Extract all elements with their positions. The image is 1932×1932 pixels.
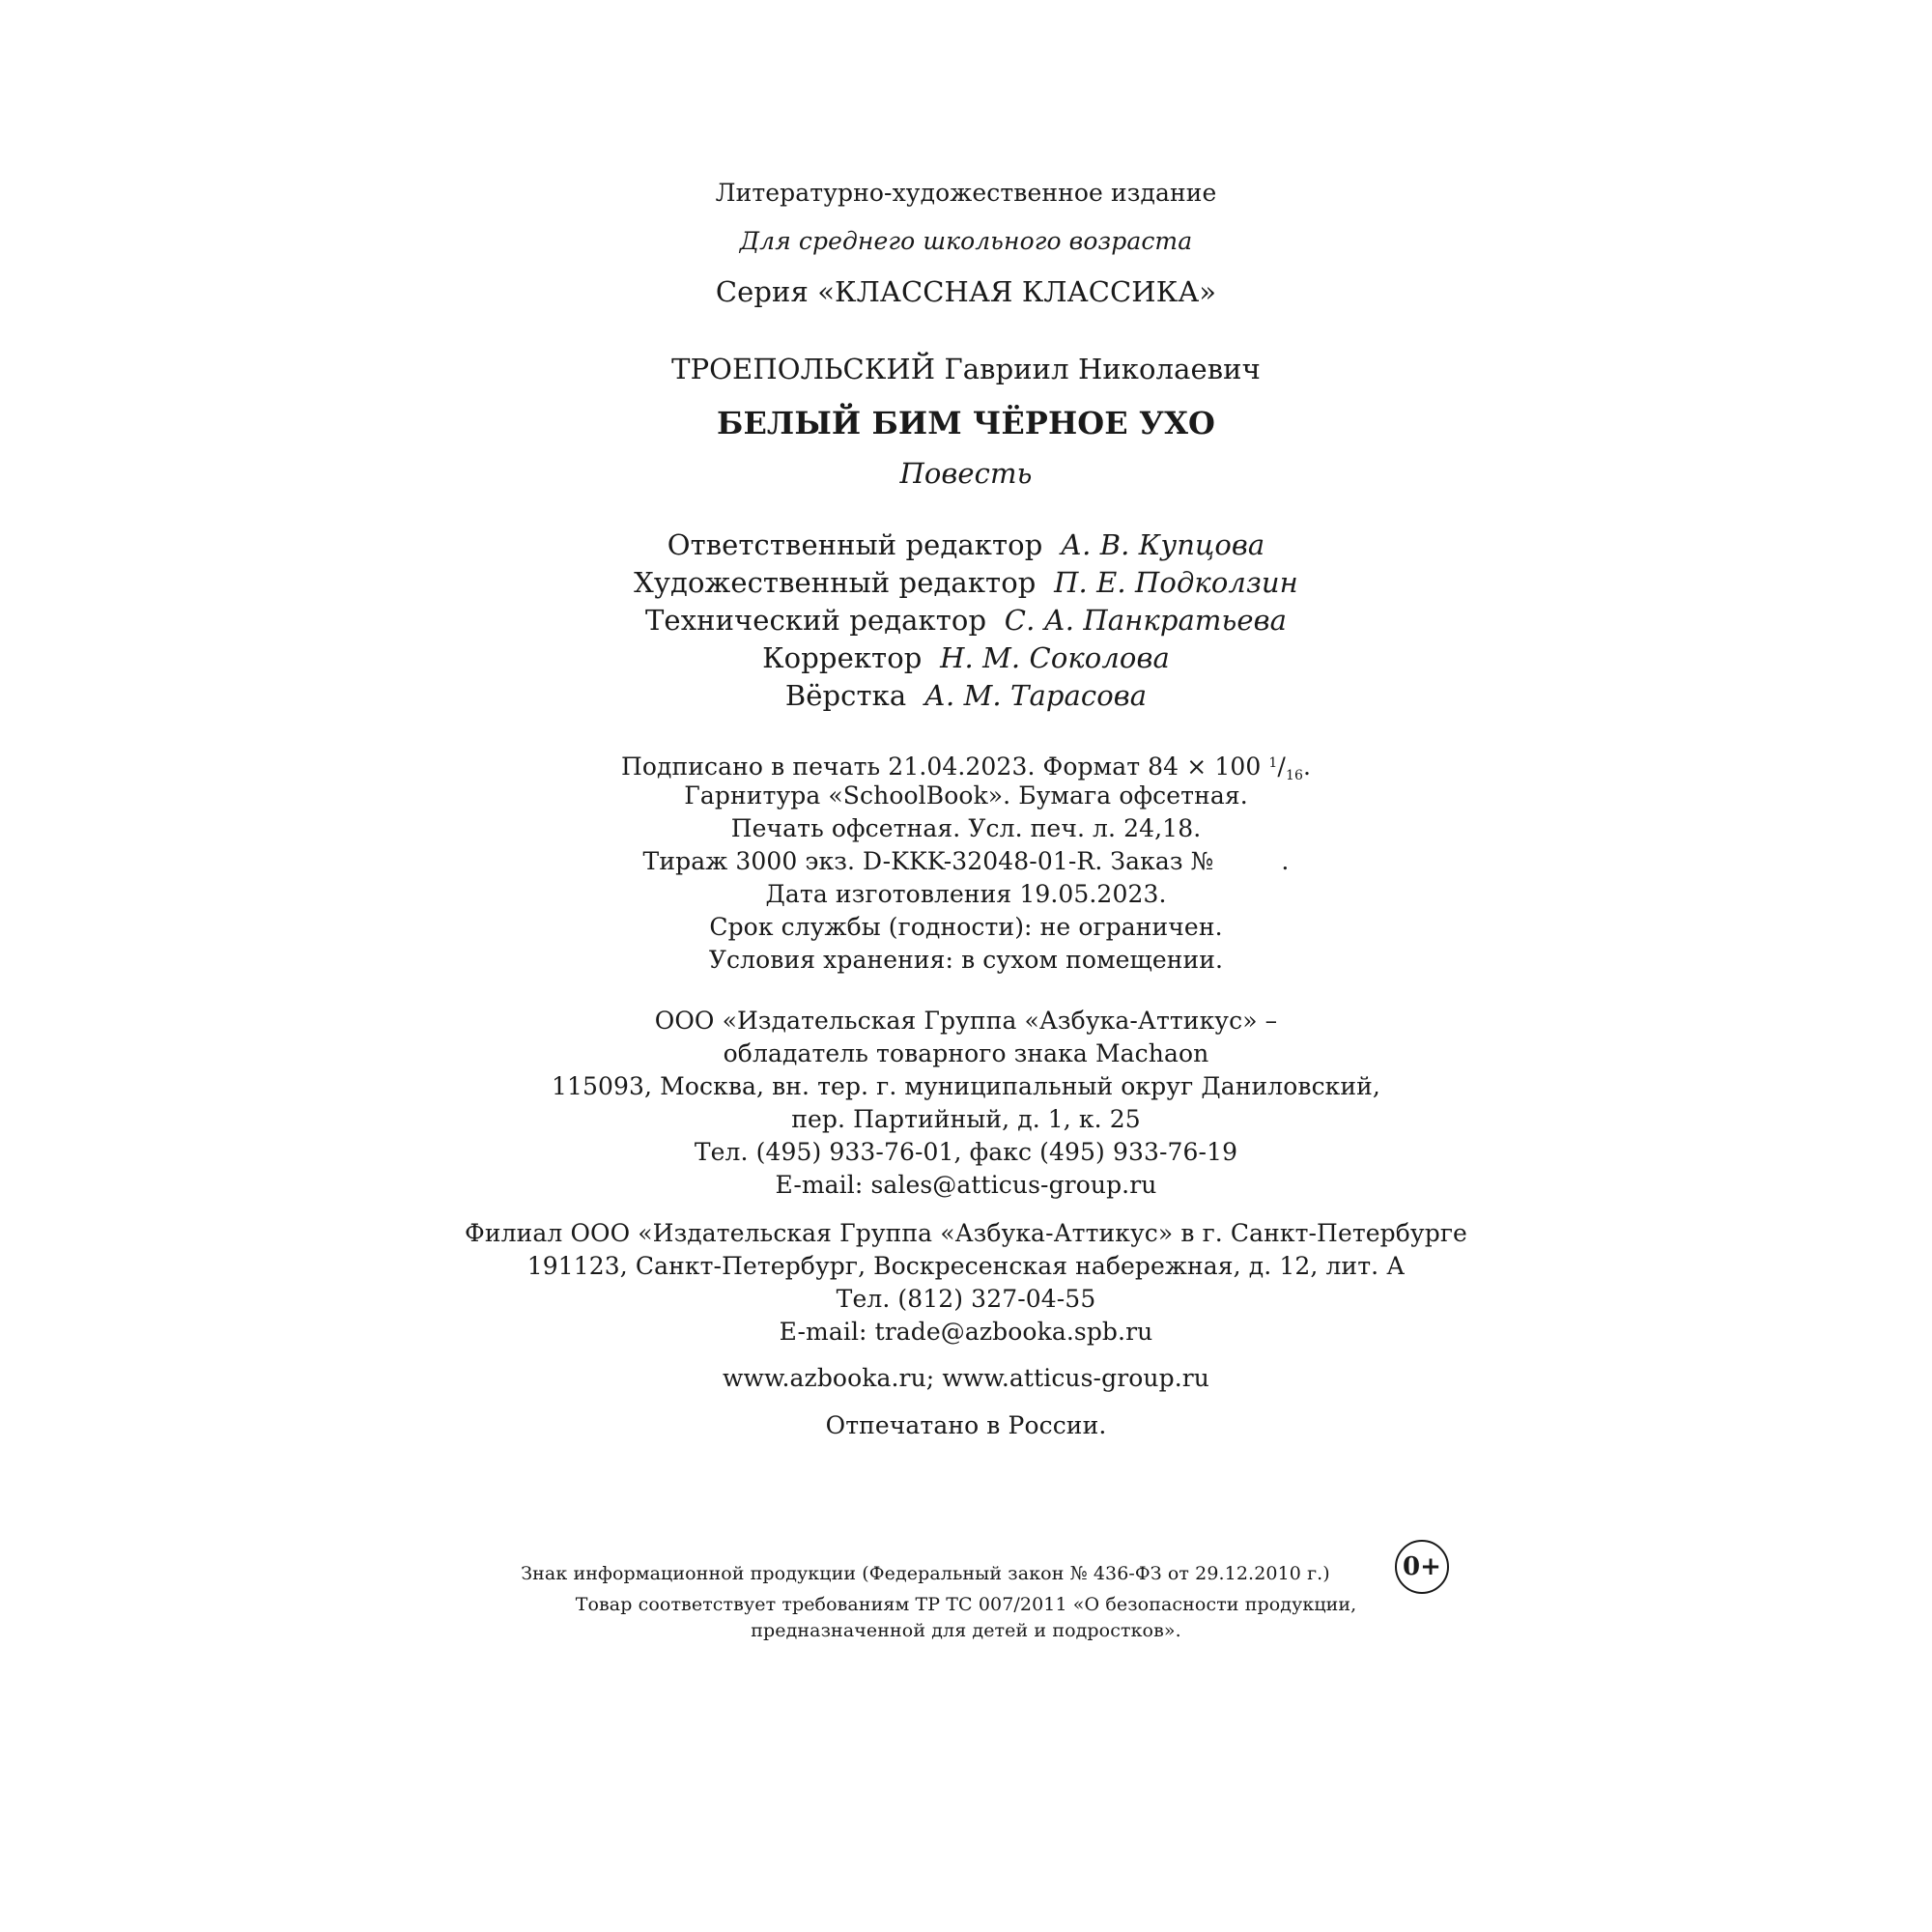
branch-line: Филиал ООО «Издательская Группа «Азбука-Аттикус» в г. Санкт-Петербурге: [465, 1219, 1467, 1247]
format-numerator: 1: [1268, 755, 1278, 771]
publisher-email: E-mail: sales@atticus-group.ru: [775, 1171, 1157, 1199]
credit-line: [0, 677, 1932, 714]
credit-role: Технический редактор: [644, 604, 987, 637]
credit-person: А. М. Тарасова: [923, 679, 1148, 712]
series-name: Серия «КЛАССНАЯ КЛАССИКА»: [715, 275, 1217, 308]
storage-conditions: Условия хранения: в сухом помещении.: [708, 946, 1224, 974]
credit-role: Корректор: [762, 641, 923, 674]
credit-role: Ответственный редактор: [667, 528, 1043, 561]
printed-in: Отпечатано в России.: [825, 1411, 1107, 1439]
credit-role: Художественный редактор: [634, 566, 1037, 599]
print-typeface: Гарнитура «SchoolBook». Бумага офсетная.: [684, 781, 1248, 810]
book-title: БЕЛЫЙ БИМ ЧЁРНОЕ УХО: [717, 405, 1215, 441]
genre: Повесть: [899, 457, 1033, 490]
edition-type: Литературно-художественное издание: [715, 179, 1217, 207]
credit-person: П. Е. Подколзин: [1054, 566, 1298, 599]
print-signed-text: Подписано в печать 21.04.2023. Формат 84 × 100: [620, 753, 1262, 781]
credit-role: Вёрстка: [784, 679, 907, 712]
credit-line: [0, 526, 1932, 563]
manufacture-date: Дата изготовления 19.05.2023.: [765, 880, 1167, 908]
branch-phone: Тел. (812) 327-04-55: [836, 1285, 1096, 1313]
info-product-sign: Знак информационной продукции (Федеральный закон № 436-ФЗ от 29.12.2010 г.): [521, 1563, 1330, 1584]
format-denominator: 16: [1285, 768, 1303, 783]
publisher-line: обладатель товарного знака Machaon: [723, 1039, 1209, 1067]
publisher-address: 115093, Москва, вн. тер. г. муниципальный округ Даниловский,: [552, 1072, 1380, 1100]
audience-note: Для среднего школьного возраста: [739, 227, 1193, 255]
publisher-address: пер. Партийный, д. 1, к. 25: [791, 1105, 1141, 1133]
shelf-life: Срок службы (годности): не ограничен.: [709, 913, 1223, 941]
credit-person: С. А. Панкратьева: [1004, 604, 1287, 637]
age-rating-badge: 0+: [1395, 1540, 1449, 1594]
publisher-phone: Тел. (495) 933-76-01, факс (495) 933-76-19: [694, 1138, 1238, 1166]
credit-person: А. В. Купцова: [1061, 528, 1265, 561]
credit-line: [0, 639, 1932, 676]
branch-address: 191123, Санкт-Петербург, Воскресенская набережная, д. 12, лит. А: [526, 1252, 1406, 1280]
print-run-end: .: [1281, 847, 1290, 875]
author-name: ТРОЕПОЛЬСКИЙ Гавриил Николаевич: [671, 353, 1261, 385]
print-method: Печать офсетная. Усл. печ. л. 24,18.: [730, 814, 1202, 842]
compliance-line: Товар соответствует требованиям ТР ТС 007/2011 «О безопасности продукции,: [575, 1594, 1357, 1615]
credit-line: [0, 564, 1932, 601]
credit-line: [0, 602, 1932, 639]
format-end: .: [1302, 753, 1312, 781]
publisher-line: ООО «Издательская Группа «Азбука-Аттикус» –: [654, 1007, 1278, 1035]
websites: www.azbooka.ru; www.atticus-group.ru: [722, 1364, 1210, 1392]
print-signed: Подписано в печать 21.04.2023. Формат 84 × 100 $^1/_{16}$.: [620, 753, 1312, 783]
print-run: [0, 845, 1932, 878]
branch-email: E-mail: trade@azbooka.spb.ru: [779, 1318, 1153, 1346]
credit-person: Н. М. Соколова: [940, 641, 1170, 674]
print-run-text: Тираж 3000 экз. D-KKK-32048-01-R. Заказ №: [642, 847, 1214, 875]
compliance-line: предназначенной для детей и подростков».: [751, 1620, 1181, 1641]
